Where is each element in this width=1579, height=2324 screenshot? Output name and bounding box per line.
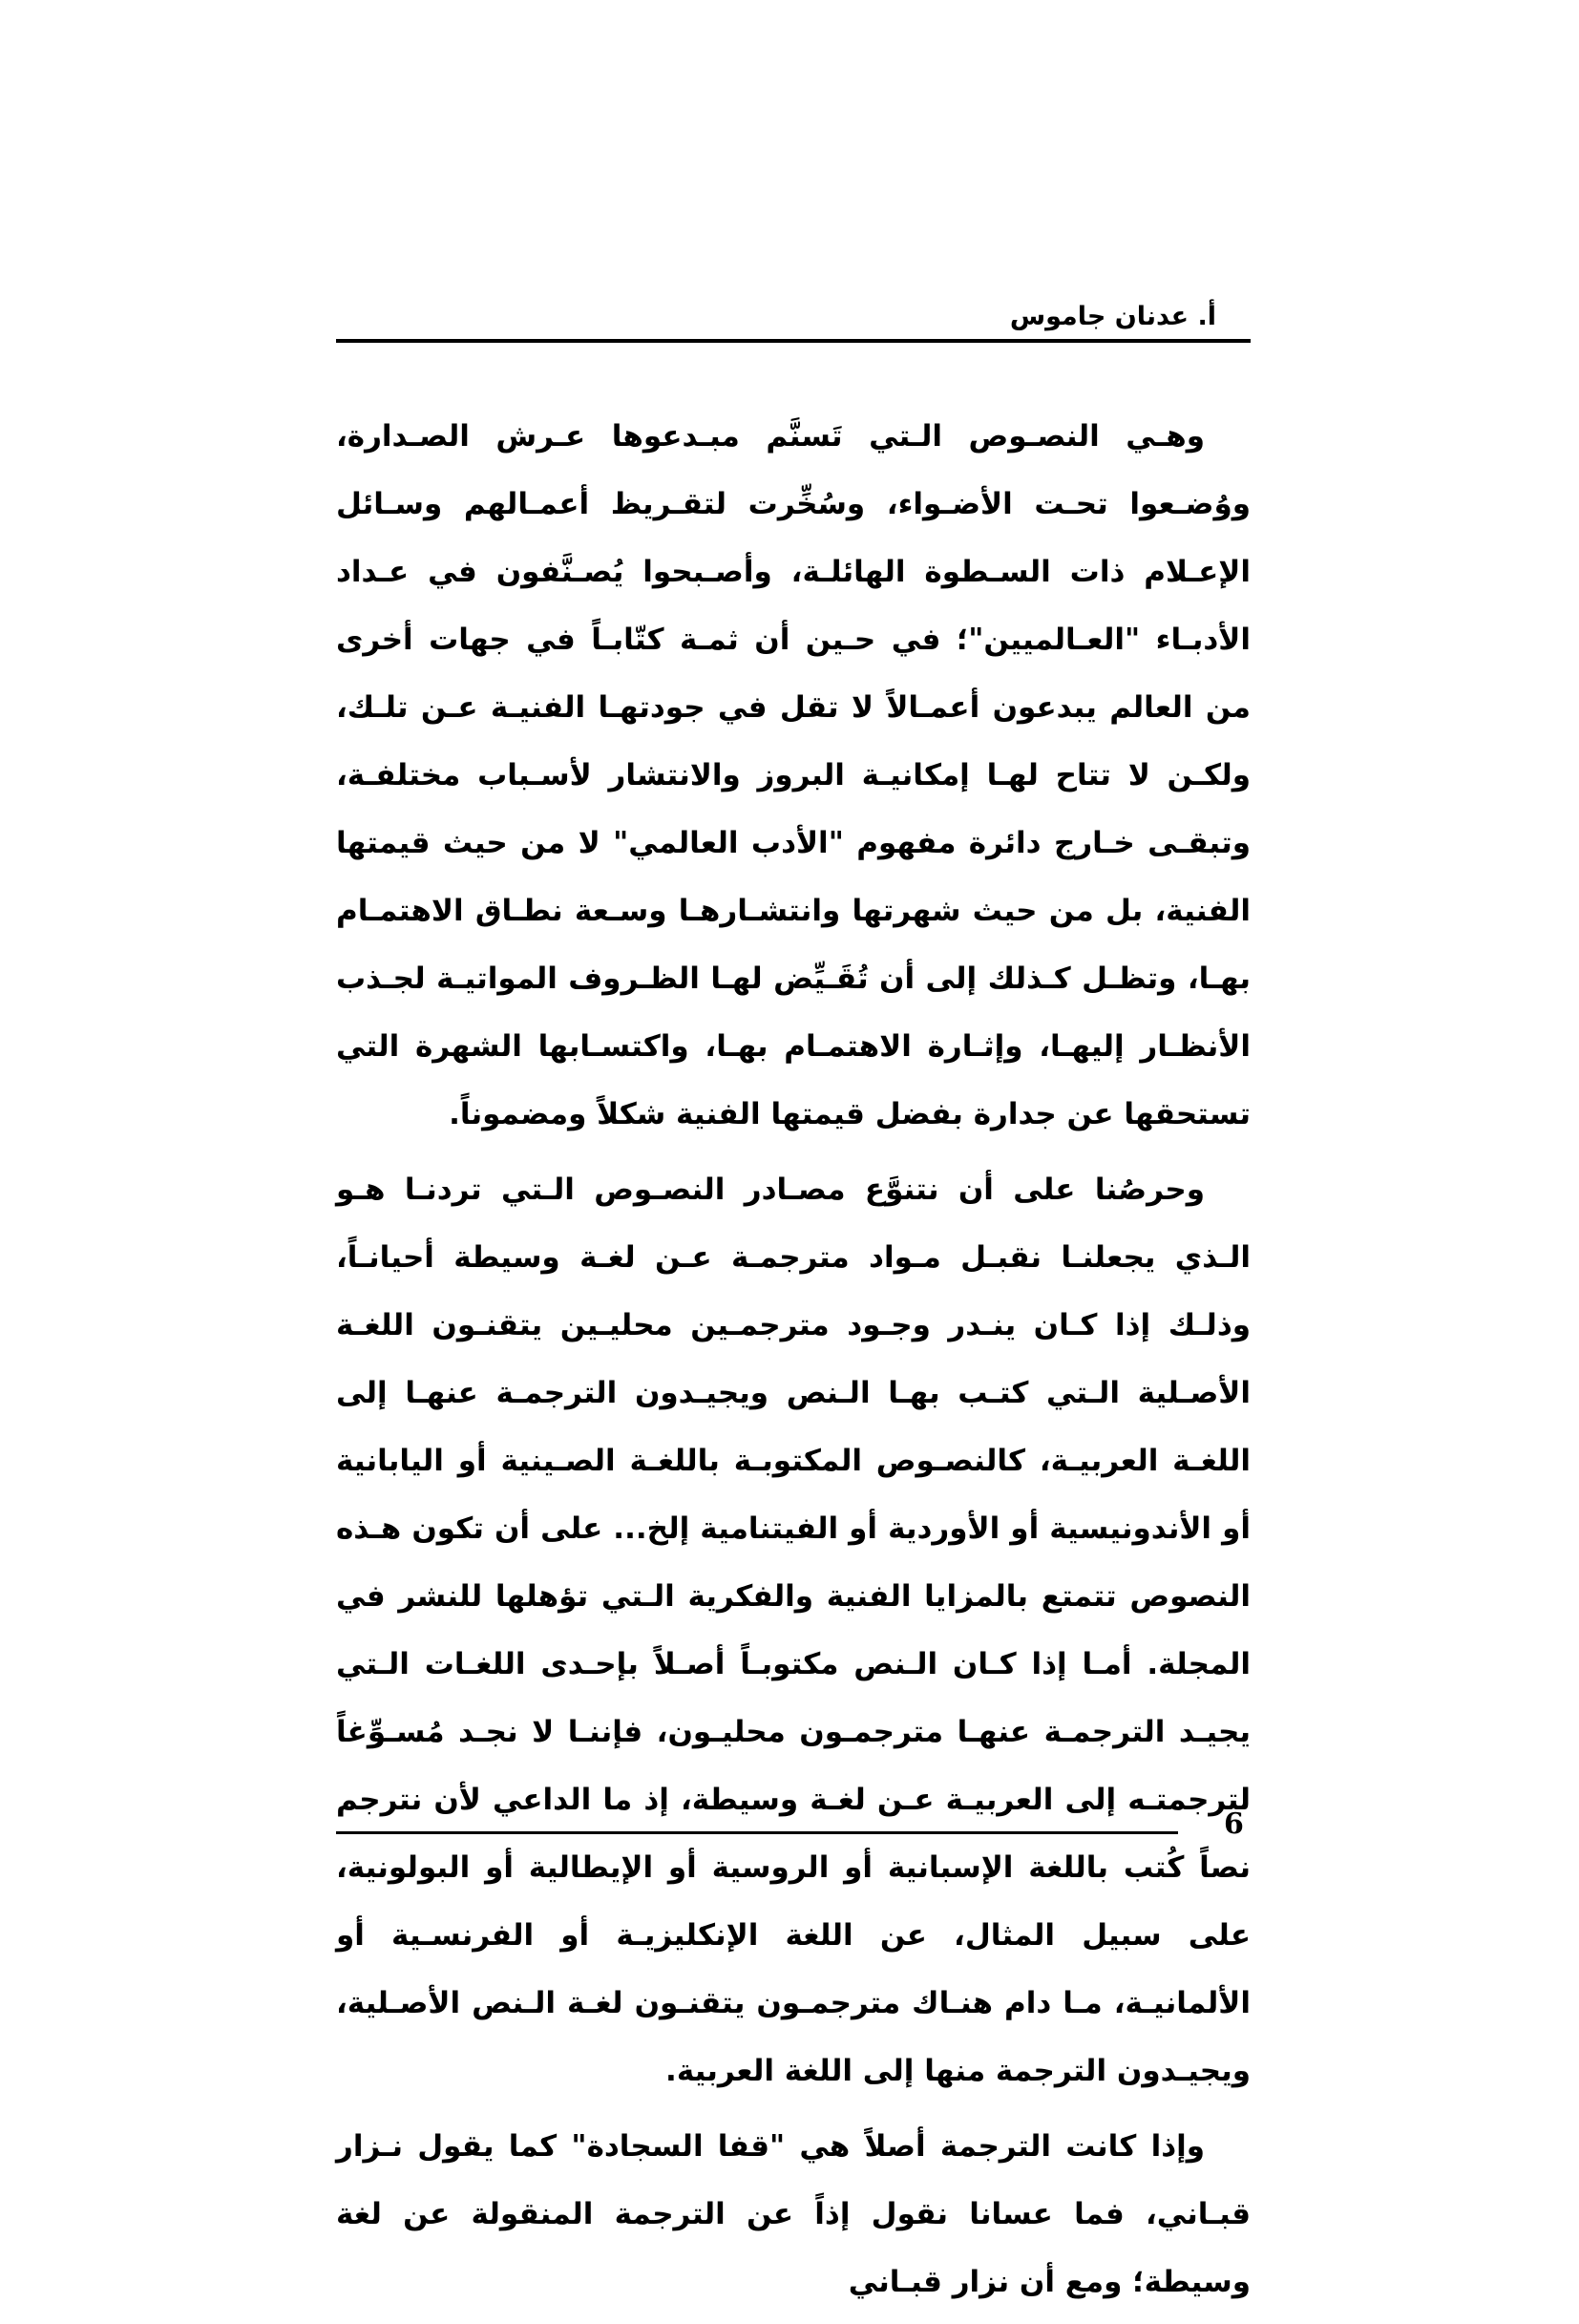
page-number: 6 (1224, 1807, 1244, 1841)
header-divider (336, 339, 1251, 343)
paragraph-1: وهـي النصـوص الـتي تَسنَّم مبـدعوها عـرش الصـدارة، ووُضـعوا تحـت الأضـواء، وسُخِّرت لتقـريظ أعمـالهم وسـائل الإعـلام ذات السـطوة الهائلـة، وأصـبحوا يُصـنَّفون في عـداد الأدبـاء "العـالميين"؛ في حـين أن ثمـة كتّابـاً في جهات أخرى من العالم يبدعون أعمـالاً لا تقل في جودتهـا الفنيـة عـن تلـك، ولكـن لا تتاح لهـا إمكانيـة البروز والانتشار لأسـباب مختلفـة، وتبقـى خـارج دائرة مفهوم "الأدب العالمي" لا من حيث قيمتها الفنية، بل من حيث شهرتها وانتشـارهـا وسـعة نطـاق الاهتمـام بهـا، وتظـل كـذلك إلى أن تُقَـيِّض لهـا الظـروف المواتيـة لجـذب الأنظـار إليهـا، وإثـارة الاهتمـام بهـا، واكتسـابها الشهرة التي تستحقها عن جدارة بفضل قيمتها الفنية شكلاً ومضموناً. (336, 419, 1251, 1131)
main-text (336, 403, 1251, 2324)
footer-divider (336, 1831, 1178, 1834)
paragraph-3: وإذا كانت الترجمة أصلاً هي "قفا السجادة" كما يقول نـزار قبـاني، فما عسانا نقول إذاً عن الترجمة المنقولة عن لغة وسيطة؛ ومع أن نزار قبـاني (336, 2129, 1251, 2299)
paragraph-2: وحرصُنا على أن نتنوَّع مصـادر النصـوص الـتي تردنـا هـو الـذي يجعلنـا نقبـل مـواد مترجمـة عـن لغـة وسيطة أحيانـاً، وذلـك إذا كـان ينـدر وجـود مترجمـين محليـين يتقنـون اللغـة الأصـلية الـتي كتـب بهـا الـنص ويجيـدون الترجمـة عنهـا إلى اللغـة العربيـة، كالنصـوص المكتوبـة باللغـة الصـينية أو اليابانية أو الأندونيسية أو الأوردية أو الفيتنامية إلخ... على أن تكون هـذه النصوص تتمتع بالمزايا الفنية والفكرية الـتي تؤهلها للنشر في المجلة. أمـا إذا كـان الـنص مكتوبـاً أصـلاً بإحـدى اللغـات الـتي يجيـد الترجمـة عنهـا مترجمـون محليـون، فإننـا لا نجـد مُسـوِّغاً لترجمتـه إلى العربيـة عـن لغـة وسيطة، إذ ما الداعي لأن نترجم نصاً كُتب باللغة الإسبانية أو الروسية أو الإيطالية أو البولونية، على سبيل المثال، عن اللغة الإنكليزيـة أو الفرنسـية أو الألمانيـة، مـا دام هنـاك مترجمـون يتقنـون لغـة الـنص الأصـلية، ويجيـدون الترجمة منها إلى اللغة العربية. (336, 1173, 1251, 2088)
running-header-author: أ. عدنان جاموس (1009, 302, 1216, 331)
